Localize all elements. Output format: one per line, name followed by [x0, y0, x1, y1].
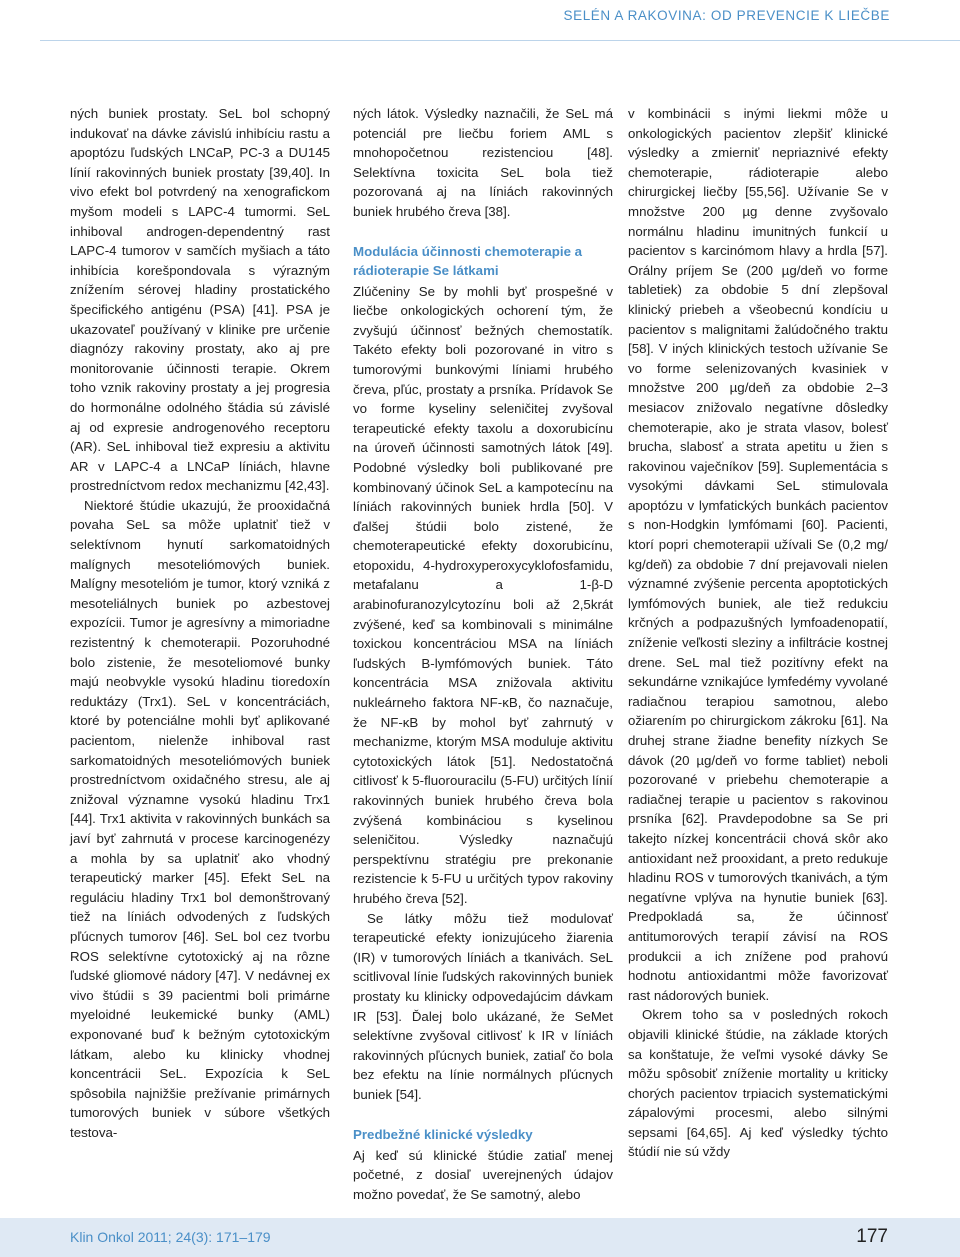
page-number: 177: [856, 1226, 888, 1247]
paragraph: ných látok. Výsledky naznačili, že SeL má potenciál pre liečbu foriem AML s mnohopočetnou rezistenciou [48]. Selektívna toxicita SeL bola tiež pozorovaná aj na líniách rakovinných buniek hrubého čreva [38].: [353, 106, 613, 219]
paragraph: Aj keď sú klinické štúdie zatiaľ menej početné, z dosiaľ uverejnených údajov možno povedať, že Se samotný, alebo: [353, 1147, 613, 1202]
text-column-1: [70, 104, 330, 1142]
paragraph: ných buniek prostaty. SeL bol schopný indukovať na dávke závislú inhibíciu rastu a apoptózu ľudských LNCaP, PC-3 a DU145 línií rakovinných buniek prostaty [39,40]. In vivo efekt bol potvrdený na xenografickom myšom modeli s LAPC-4 tumormi. SeL inhiboval androgen-dependentný rast LAPC-4 tumorov v samčích myšiach a táto inhibícia korešpondovala s výrazným znížením sérovej hladiny prostatického špecifického antigénu (PSA) [41]. PSA je ukazovateľ používaný v klinike pre určenie diagnózy rakoviny prostaty, ako aj pre monitorovanie účinnosti terapie. Okrem toho vznik rakoviny prostaty a jej progresia do hormonálne odolného štádia sú závislé aj od expresie androgenového receptoru (AR). SeL inhiboval tiež expresiu a aktivitu AR v LAPC-4 a LNCaP líniách, hlavne prostredníctvom redox mechanizmu [42,43].: [70, 106, 330, 494]
text-column-2: [353, 104, 613, 1204]
running-title: SELÉN A RAKOVINA: OD PREVENCIE K LIEČBE: [563, 8, 890, 23]
paragraph: Se látky môžu tiež modulovať terapeutické efekty ionizujúceho žiarenia (IR) v tumorových líniách a tkanivách. SeL scitlivoval línie ľudských rakovinných buniek prostaty ku klinicky odpovedajúcim dávkam IR [53]. Ďalej bolo ukázané, že SeMet selektívne zvyšoval citlivosť k IR v líniách rakovinných pľúcnych buniek, zatiaľ čo bola bez efektu na línie normálnych pľúcnych buniek [54].: [353, 910, 613, 1102]
section-heading-chemo-radio: Modulácia účinnosti chemoterapie a rádioterapie Se látkami: [353, 243, 583, 278]
text-column-3: [628, 104, 888, 1162]
paragraph: Niektoré štúdie ukazujú, že prooxidačná povaha SeL sa môže uplatniť tiež v selektívnom hynutí sarkomatoidných malígnych mesoteliómových buniek. Malígny mesotelióm je tumor, ktorý vzniká z mesoteliálnych buniek po azbestovej expozícii. Tumor je agresívny a mimoriadne rezistentný k chemoterapii. Pozoruhodné bolo zistenie, že mesoteliomové bunky majú neobvykle vysokú hladinu tioredoxín reduktázy (Trx1). SeL v koncentráciách, ktoré by potenciálne mohli byť aplikované pacientom, nielenže inhiboval rast sarkomatoidných mesoteliómových buniek prostredníctvom oxidačného stresu, ale aj znižoval významne vysokú hladinu Trx1 [44]. Trx1 aktivita v rakovinných bunkách sa javí byť zahrnutá v procese karcinogenézy a mohla by sa uplatniť ako vhodný terapeutický marker [45]. Efekt SeL na reguláciu hladiny Trx1 bol demonštrovaný tiež na líniách odvodených z ľudských pľúcnych tumorov [46]. SeL bol cez tvorbu ROS selektívne cytotoxický aj na rôzne ľudské gliomové nádory [47]. V nedávnej ex vivo štúdii s 39 pacientmi boli primárne myeloidné leukemické bunky (AML) exponované buď k bežným cytotoxickým látkam, alebo ku klinicky vhodnej koncentrácii SeL. Expozícia k SeL spôsobila najnižšie prežívanie primárnych tumorových buniek v súbore všetkých testova-: [70, 497, 330, 1140]
header-rule: [40, 40, 960, 41]
section-heading-clinical-results: Predbežné klinické výsledky: [353, 1126, 533, 1142]
paragraph: Okrem toho sa v posledných rokoch objavili klinické štúdie, na základe ktorých sa konštatuje, že veľmi vysoké dávky Se môžu spôsobiť zníženie mortality u kriticky chorých pacientov trpiacich systematickými zápalovými procesmi, alebo silnými sepsami [64,65]. Aj keď výsledky týchto štúdií nie sú vždy: [628, 1007, 888, 1160]
paragraph: Zlúčeniny Se by mohli byť prospešné v liečbe onkologických ochorení tým, že zvyšujú účinnosť bežných chemostatík. Takéto efekty boli pozorované in vitro s tumorovými bunkovými líniami hrubého čreva, pľúc, prostaty a prsníka. Prídavok Se vo forme kyseliny seleničitej zvyšoval terapeutické efekty taxolu a doxorubicínu na úroveň účinnosti samotných látok [49]. Podobné výsledky boli publikované pre kombinovaný účinok SeL a kampotecínu na líniách rakovinných buniek hrdla [50]. V ďalšej štúdii bolo zistené, že chemoterapeutické efekty doxorubicínu, etopoxidu, 4-hydroxyperoxycyklofosfamidu, metafalanu a 1-β-D arabinofuranozylcytozínu boli až 2,5krát zvýšené, keď sa kombinovali s minimálne toxickou koncentráciou MSA na líniách ľudských B-lymfómových buniek. Táto koncentrácia MSA znižovala aktivitu nukleárneho faktora NF-κB, čo naznačuje, že NF-κB by mohol byť zahrnutý v mechanizme, ktorým MSA moduluje aktivitu cytotoxických látok [51]. Nedostatočná citlivosť k 5-fluorouracilu (5-FU) určitých línií rakovinných buniek hrubého čreva bola zvýšená kombináciou s kyselinou seleničitou. Výsledky naznačujú perspektívnu stratégiu pre prekonanie rezistencie k 5-FU u určitých typov rakoviny hrubého čreva [52].: [353, 283, 613, 906]
paragraph: v kombinácii s inými liekmi môže u onkologických pacientov zlepšiť klinické výsledky a zmierniť nepriaznivé efekty chemoterapie, rádioterapie alebo chirurgickej liečby [55,56]. Užívanie Se v množstve 200 µg denne zvyšovalo normálnu hladinu imunitných funkcií u pacientov s karcinómom hlavy a hrdla [57]. Orálny príjem Se (200 µg/deň vo forme tabletiek) za obdobie 5 dní zlepšoval klinický priebeh a všeobecnú kondíciu u pacientov s malignitami žalúdočného traktu [58]. V iných klinických testoch užívanie Se vo forme selenizovaných kvasiniek v množstve 200 µg/deň za obdobie 2–3 mesiacov znižovalo negatívne dôsledky chemoterapie, ako je strata vlasov, bolesť brucha, slabosť a strata apetitu u žien s rakovinou vaječníkov [59]. Suplementácia s vysokými dávkami SeL stimulovala apoptózu v lymfatických bunkách pacientov s non-Hodgkin lymfómami [60]. Pacienti, ktorí popri chemoterapii užívali Se (0,2 mg/ kg/deň) za obdobie 7 dní prejavovali nielen významné zvýšenie percenta apoptotických lymfómových buniek, ale tiež redukciu krčných a podpazušných lymfoadenopatií, zníženie veľkosti sleziny a infiltrácie kostnej drene. SeL mal tiež pozitívny efekt na sekundárne vznikajúce lymfedémy vyvolané radiačnou terapiou samotnou, alebo ožiarením po chirurgickom zákroku [61]. Na druhej strane žiadne benefity nízkych Se dávok (20 µg/deň vo forme tabliet) neboli pozorované v priebehu chemoterapie a radiačnej terapie u pacientov s rakovinou prsníka [62]. Pravdepodobne sa Se pri takejto nízkej koncentrácii chová skôr ako antioxidant než prooxidant, a preto redukuje hladinu ROS v tumorových tkanivách, a tým negatívne vplýva na hynutie buniek [63]. Predpokladá sa, že účinnosť antitumorových terapií závisí na ROS produkcii a ich znížene pod prahovú hodnotu antioxidantmi môže favorizovať rast nádorových buniek.: [628, 106, 888, 1003]
journal-citation: Klin Onkol 2011; 24(3): 171–179: [70, 1229, 271, 1245]
